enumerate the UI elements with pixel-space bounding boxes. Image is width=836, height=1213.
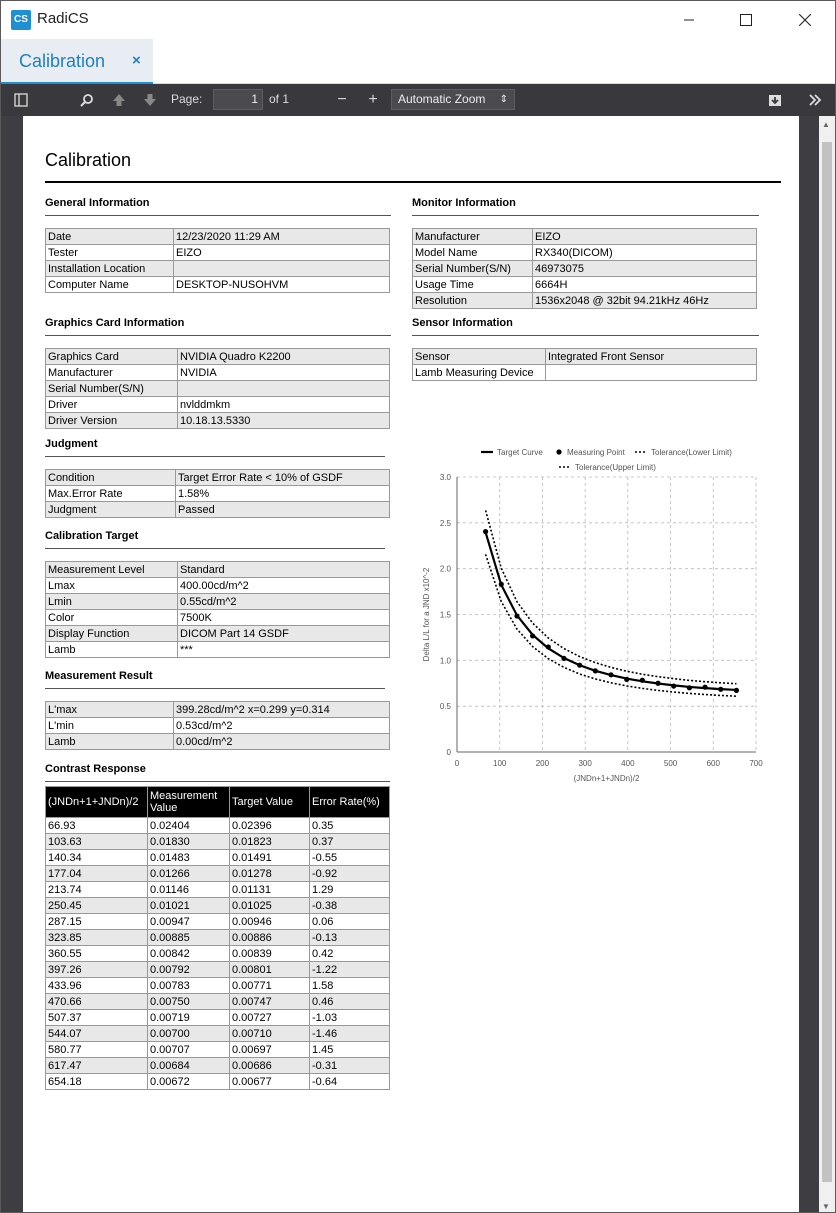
table-row [46, 702, 390, 718]
previous-page-button[interactable] [109, 89, 129, 111]
table-cell: 323.85 [46, 930, 148, 946]
contrast-response-table [45, 786, 390, 1090]
table-cell: 0.00719 [148, 1010, 230, 1026]
y-tick-label: 1.5 [439, 610, 451, 620]
tab-calibration[interactable] [1, 39, 153, 84]
table-row [413, 229, 757, 245]
general-info-heading: General Information [45, 197, 150, 209]
field-value: 399.28cd/m^2 x=0.299 y=0.314 [174, 702, 390, 718]
field-label: Sensor [413, 349, 546, 365]
table-cell: 140.34 [46, 850, 148, 866]
table-row [46, 834, 390, 850]
table-row [46, 626, 390, 642]
field-label: Lmin [46, 594, 178, 610]
field-label: Model Name [413, 245, 533, 261]
section-divider [45, 548, 385, 549]
field-label: Graphics Card [46, 349, 178, 365]
table-cell: 0.00842 [148, 946, 230, 962]
table-row [46, 946, 390, 962]
table-cell: 0.01278 [230, 866, 310, 882]
table-row [46, 1074, 390, 1090]
field-label: Tester [46, 245, 174, 261]
table-row [46, 718, 390, 734]
tab-close-icon[interactable]: × [132, 52, 141, 69]
table-cell: 0.00727 [230, 1010, 310, 1026]
field-label: Lmax [46, 578, 178, 594]
measuring-point [687, 685, 692, 690]
table-cell: 103.63 [46, 834, 148, 850]
y-tick-label: 2.5 [439, 518, 451, 528]
table-cell: 287.15 [46, 914, 148, 930]
table-row [46, 365, 390, 381]
table-cell: 544.07 [46, 1026, 148, 1042]
table-row [413, 261, 757, 277]
zoom-out-button[interactable]: − [337, 91, 347, 108]
measuring-point [671, 683, 676, 688]
table-cell: 0.01025 [230, 898, 310, 914]
table-cell: 213.74 [46, 882, 148, 898]
field-label: Manufacturer [413, 229, 533, 245]
field-label: Lamb [46, 642, 178, 658]
table-row [46, 1042, 390, 1058]
legend-swatch-point [556, 449, 561, 454]
table-cell: 0.00707 [148, 1042, 230, 1058]
table-row [46, 898, 390, 914]
table-row [46, 866, 390, 882]
table-cell: 1.58 [310, 978, 390, 994]
measuring-point [624, 677, 629, 682]
measurement-result-table [45, 701, 390, 750]
sidebar-toggle-icon [14, 93, 28, 107]
table-cell: 580.77 [46, 1042, 148, 1058]
close-button[interactable] [782, 1, 828, 39]
graphics-info-heading: Graphics Card Information [45, 317, 185, 329]
table-cell: -0.31 [310, 1058, 390, 1074]
section-divider [45, 335, 391, 336]
field-value: 1536x2048 @ 32bit 94.21kHz 46Hz [533, 293, 757, 309]
field-value: 7500K [178, 610, 390, 626]
section-divider [45, 456, 385, 457]
table-cell: 0.01131 [230, 882, 310, 898]
field-value: DESKTOP-NUSOHVM [174, 277, 390, 293]
sensor-info-heading: Sensor Information [412, 317, 513, 329]
download-icon [768, 93, 782, 107]
measuring-point [718, 687, 723, 692]
table-row [46, 1026, 390, 1042]
table-cell: 1.45 [310, 1042, 390, 1058]
table-row [46, 962, 390, 978]
field-label: Lamb [46, 734, 174, 750]
window-title: RadiCS [37, 10, 89, 27]
table-cell: 0.00697 [230, 1042, 310, 1058]
field-value: 6664H [533, 277, 757, 293]
table-cell: 0.00886 [230, 930, 310, 946]
table-row [46, 397, 390, 413]
tolerance-upper-line [486, 510, 737, 683]
measuring-point [734, 688, 739, 693]
y-tick-label: 3.0 [439, 473, 451, 482]
table-cell: 0.00677 [230, 1074, 310, 1090]
table-cell: -1.46 [310, 1026, 390, 1042]
arrow-down-icon [143, 93, 157, 107]
section-divider [412, 335, 759, 336]
table-row [46, 578, 390, 594]
field-label: Lamb Measuring Device [413, 365, 546, 381]
updown-icon: ⇕ [499, 94, 508, 105]
contrast-response-chart [419, 442, 765, 792]
measuring-point [546, 644, 551, 649]
field-label: Condition [46, 470, 176, 486]
table-row [46, 562, 390, 578]
table-row [46, 229, 390, 245]
maximize-icon [740, 14, 752, 26]
table-cell: 433.96 [46, 978, 148, 994]
table-row [46, 610, 390, 626]
download-button[interactable] [765, 89, 785, 111]
table-cell: 0.01491 [230, 850, 310, 866]
table-row [46, 642, 390, 658]
table-cell: 0.06 [310, 914, 390, 930]
table-row [46, 594, 390, 610]
table-cell: 0.00747 [230, 994, 310, 1010]
minimize-icon [683, 14, 695, 26]
field-label: Serial Number(S/N) [413, 261, 533, 277]
table-cell: 0.00710 [230, 1026, 310, 1042]
table-cell: 0.00771 [230, 978, 310, 994]
y-tick-label: 1.0 [439, 656, 451, 666]
next-page-button[interactable] [140, 89, 160, 111]
table-cell: -0.38 [310, 898, 390, 914]
field-value [178, 381, 390, 397]
double-chevron-right-icon [808, 93, 822, 107]
title-divider [45, 181, 781, 183]
table-cell: 470.66 [46, 994, 148, 1010]
field-label: Color [46, 610, 178, 626]
measuring-point [702, 685, 707, 690]
x-tick-label: 600 [706, 759, 720, 768]
zoom-value: Automatic Zoom [398, 92, 486, 106]
table-row [413, 349, 757, 365]
field-label: Driver Version [46, 413, 178, 429]
table-row [413, 277, 757, 293]
field-value [546, 365, 757, 381]
measuring-point [514, 613, 519, 618]
table-row [46, 502, 390, 518]
judgment-table [45, 469, 390, 518]
column-header: Target Value [230, 787, 310, 818]
column-header: (JNDn+1+JNDn)/2 [46, 787, 148, 818]
field-label: Date [46, 229, 174, 245]
x-tick-label: 100 [493, 759, 507, 768]
field-value: 0.00cd/m^2 [174, 734, 390, 750]
table-row [46, 486, 390, 502]
table-cell: 250.45 [46, 898, 148, 914]
table-row [46, 277, 390, 293]
measuring-point [483, 529, 488, 534]
table-cell: 397.26 [46, 962, 148, 978]
measuring-point [577, 663, 582, 668]
field-value: nvlddmkm [178, 397, 390, 413]
table-row [46, 850, 390, 866]
legend-label: Measuring Point [567, 448, 625, 457]
measuring-point [655, 681, 660, 686]
table-row [46, 349, 390, 365]
calibration-target-heading: Calibration Target [45, 530, 139, 542]
field-label: Manufacturer [46, 365, 178, 381]
y-tick-label: 2.0 [439, 564, 451, 574]
table-row [413, 293, 757, 309]
field-value: 0.55cd/m^2 [178, 594, 390, 610]
table-cell: 0.01823 [230, 834, 310, 850]
field-label: Driver [46, 397, 178, 413]
search-icon [80, 93, 94, 107]
measuring-point [530, 633, 535, 638]
table-row [46, 381, 390, 397]
measuring-point [499, 582, 504, 587]
field-label: L'max [46, 702, 174, 718]
sensor-info-table [412, 348, 757, 381]
x-tick-label: 400 [621, 759, 635, 768]
table-cell: -0.64 [310, 1074, 390, 1090]
page-number-input[interactable]: 1 [213, 89, 263, 110]
table-cell: 0.42 [310, 946, 390, 962]
field-label: Measurement Level [46, 562, 178, 578]
table-row [46, 882, 390, 898]
judgment-heading: Judgment [45, 438, 98, 450]
table-row [46, 1010, 390, 1026]
field-value: 46973075 [533, 261, 757, 277]
table-cell: 507.37 [46, 1010, 148, 1026]
table-cell: -0.92 [310, 866, 390, 882]
table-cell: 0.37 [310, 834, 390, 850]
table-cell: -1.22 [310, 962, 390, 978]
field-value: EIZO [174, 245, 390, 261]
table-cell: 0.01830 [148, 834, 230, 850]
table-cell: 0.02396 [230, 818, 310, 834]
table-row [46, 470, 390, 486]
pdf-toolbar [1, 84, 835, 116]
table-cell: 0.00792 [148, 962, 230, 978]
field-value: 10.18.13.5330 [178, 413, 390, 429]
table-cell: 0.00783 [148, 978, 230, 994]
table-cell: 0.00700 [148, 1026, 230, 1042]
measuring-point [593, 668, 598, 673]
table-row [46, 734, 390, 750]
field-label: Serial Number(S/N) [46, 381, 178, 397]
table-cell: 0.00885 [148, 930, 230, 946]
table-cell: 1.29 [310, 882, 390, 898]
table-row [46, 261, 390, 277]
field-value: *** [178, 642, 390, 658]
field-value: Passed [176, 502, 390, 518]
table-row [46, 1058, 390, 1074]
table-cell: 0.00946 [230, 914, 310, 930]
field-value: NVIDIA [178, 365, 390, 381]
find-button[interactable] [77, 89, 97, 111]
section-divider [45, 215, 391, 216]
general-info-table [45, 228, 390, 293]
scroll-down-icon[interactable]: ▼ [822, 1202, 830, 1211]
x-tick-label: 0 [454, 759, 460, 768]
app-logo: CS [11, 10, 31, 30]
table-cell: -0.13 [310, 930, 390, 946]
maximize-button[interactable] [723, 1, 769, 39]
table-cell: 0.00672 [148, 1074, 230, 1090]
field-value: 400.00cd/m^2 [178, 578, 390, 594]
legend-label: Target Curve [497, 448, 543, 457]
field-value: Integrated Front Sensor [546, 349, 757, 365]
table-cell: 0.02404 [148, 818, 230, 834]
zoom-in-button[interactable]: + [368, 91, 378, 108]
table-row [46, 914, 390, 930]
measurement-result-heading: Measurement Result [45, 670, 153, 682]
x-tick-label: 200 [535, 759, 550, 768]
legend-label: Tolerance(Upper Limit) [575, 463, 656, 472]
page-count: of 1 [269, 92, 290, 106]
document-viewer [1, 116, 835, 1213]
field-value [174, 261, 390, 277]
scroll-up-icon[interactable]: ▲ [822, 120, 830, 129]
table-cell: -1.03 [310, 1010, 390, 1026]
section-divider [45, 688, 385, 689]
x-tick-label: 500 [663, 759, 678, 768]
table-row [46, 413, 390, 429]
table-cell: 0.00947 [148, 914, 230, 930]
field-value: Standard [178, 562, 390, 578]
table-cell: 66.93 [46, 818, 148, 834]
document-title: Calibration [45, 150, 132, 170]
table-row [46, 994, 390, 1010]
section-divider [45, 781, 390, 782]
table-cell: 0.00684 [148, 1058, 230, 1074]
field-value: DICOM Part 14 GSDF [178, 626, 390, 642]
table-row [413, 365, 757, 381]
table-row [46, 245, 390, 261]
table-cell: 0.00750 [148, 994, 230, 1010]
table-cell: 0.00686 [230, 1058, 310, 1074]
table-row [413, 245, 757, 261]
x-tick-label: 300 [578, 759, 592, 768]
calibration-target-table [45, 561, 390, 658]
vertical-scrollbar[interactable] [819, 116, 835, 1213]
field-value: RX340(DICOM) [533, 245, 757, 261]
legend-label: Tolerance(Lower Limit) [651, 448, 732, 457]
contrast-response-heading: Contrast Response [45, 763, 146, 775]
x-axis-label: (JNDn+1+JNDn)/2 [573, 774, 640, 783]
table-cell: 0.00839 [230, 946, 310, 962]
table-row [46, 978, 390, 994]
table-cell: 0.01021 [148, 898, 230, 914]
monitor-info-heading: Monitor Information [412, 197, 516, 209]
field-label: Judgment [46, 502, 176, 518]
field-value: Target Error Rate < 10% of GSDF [176, 470, 390, 486]
table-cell: 0.01146 [148, 882, 230, 898]
tab-label: Calibration [19, 51, 106, 71]
table-cell: 0.46 [310, 994, 390, 1010]
title-bar [1, 1, 835, 39]
pdf-page [23, 116, 799, 1213]
table-cell: 0.35 [310, 818, 390, 834]
field-value: NVIDIA Quadro K2200 [178, 349, 390, 365]
zoom-select[interactable] [391, 89, 515, 110]
measuring-point [640, 678, 645, 683]
field-value: 1.58% [176, 486, 390, 502]
x-tick-label: 700 [749, 759, 763, 768]
graphics-info-table [45, 348, 390, 429]
field-label: Installation Location [46, 261, 174, 277]
minimize-button[interactable] [666, 1, 712, 39]
field-label: L'min [46, 718, 174, 734]
scroll-thumb[interactable] [822, 142, 832, 1182]
table-row [46, 930, 390, 946]
field-value: 12/23/2020 11:29 AM [174, 229, 390, 245]
close-icon [799, 14, 811, 26]
table-cell: 0.00801 [230, 962, 310, 978]
y-tick-label: 0.5 [439, 702, 451, 712]
column-header: Error Rate(%) [310, 787, 390, 818]
table-cell: 617.47 [46, 1058, 148, 1074]
field-label: Max.Error Rate [46, 486, 176, 502]
page-label: Page: [171, 92, 203, 106]
column-header: Measurement Value [148, 787, 230, 818]
sidebar-toggle-button[interactable] [11, 89, 31, 111]
tools-button[interactable] [805, 89, 825, 111]
y-tick-label: 0 [446, 748, 451, 757]
field-label: Resolution [413, 293, 533, 309]
field-label: Display Function [46, 626, 178, 642]
table-cell: 360.55 [46, 946, 148, 962]
table-cell: 0.01266 [148, 866, 230, 882]
section-divider [412, 215, 759, 216]
field-value: EIZO [533, 229, 757, 245]
monitor-info-table [412, 228, 757, 309]
table-cell: 654.18 [46, 1074, 148, 1090]
table-cell: 0.01483 [148, 850, 230, 866]
measuring-point [561, 656, 566, 661]
y-axis-label: Delta L/L for a JND x10^-2 [422, 567, 431, 662]
field-label: Usage Time [413, 277, 533, 293]
tab-bar [1, 39, 835, 84]
arrow-up-icon [112, 93, 126, 107]
field-value: 0.53cd/m^2 [174, 718, 390, 734]
table-cell: -0.55 [310, 850, 390, 866]
table-row [46, 818, 390, 834]
measuring-point [608, 672, 613, 677]
field-label: Computer Name [46, 277, 174, 293]
table-cell: 177.04 [46, 866, 148, 882]
